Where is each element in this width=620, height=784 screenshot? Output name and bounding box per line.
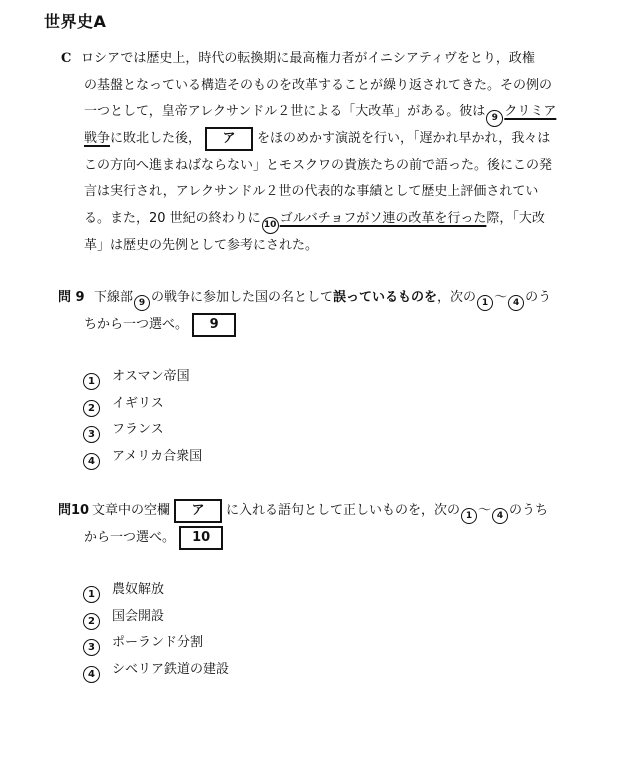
passage-line: この方向へ進まねばならない」とモスクワの貴族たちの前で語った。後にこの発: [84, 157, 553, 173]
underlined-text-crimea: クリミア: [504, 104, 557, 120]
option-2: [83, 604, 229, 631]
passage-text: ロシアでは歴史上，時代の転換期に最高権力者がイニシアティヴをとり，政権: [81, 51, 535, 66]
option-text: シベリア鉄道の建設: [112, 661, 230, 677]
q9-options: [83, 364, 202, 470]
question-text: に入れる語句として正しいものを，次の: [226, 503, 461, 518]
option-1: [83, 577, 229, 604]
option-4: [83, 444, 202, 471]
answer-box-10: 10: [179, 526, 223, 550]
question-line: [58, 284, 568, 311]
passage-line: [61, 46, 561, 73]
passage-line: 革」は歴史の先例として参考にされた。: [84, 237, 319, 253]
emphasis-text: 誤っているものを: [333, 290, 438, 305]
question-text: のう: [525, 290, 552, 305]
option-number: 2: [83, 400, 100, 417]
question-text: 文章中の空欄: [92, 503, 171, 518]
underlined-text-gorbachev: ゴルバチョフがソ連の改革を行った: [279, 211, 487, 227]
subject-title: 世界史A: [44, 12, 107, 31]
range-separator: 〜: [478, 503, 492, 518]
blank-box-a: ア: [174, 499, 222, 523]
passage: [61, 46, 561, 260]
option-number: 3: [83, 639, 100, 656]
passage-line: [61, 126, 561, 153]
passage-text: る。また，20 世紀の終わりに: [84, 211, 261, 227]
option-1: [83, 364, 202, 391]
question-9: [58, 284, 568, 338]
option-number: 4: [83, 666, 100, 683]
option-text: ポーランド分割: [112, 635, 204, 650]
underlined-text-war: 戦争: [84, 131, 111, 147]
underline-marker-10: 10: [262, 217, 279, 234]
q10-options: [83, 577, 229, 683]
option-text: イギリス: [112, 395, 164, 411]
passage-line: [61, 206, 561, 233]
option-number: 2: [83, 613, 100, 630]
option-3: [83, 417, 202, 444]
question-line: [58, 311, 568, 338]
option-text: アメリカ合衆国: [112, 448, 203, 464]
underline-marker-9: 9: [486, 110, 503, 127]
range-end-number: 4: [492, 508, 508, 524]
option-number: 1: [83, 586, 100, 603]
option-text: 農奴解放: [112, 582, 165, 597]
passage-line: の基盤となっている構造そのものを改革することが繰り返されてきた。その例の: [84, 77, 553, 93]
passage-text: 際，「大改: [486, 211, 545, 227]
question-line: [58, 497, 568, 524]
option-text: 国会開設: [112, 608, 165, 624]
question-text: から一つ選べ。: [84, 530, 176, 545]
question-text: ，次の: [437, 290, 477, 305]
option-2: [83, 391, 202, 418]
range-start-number: 1: [461, 508, 477, 524]
marker-9: 9: [134, 295, 150, 311]
passage-line: 言は実行され，アレクサンドル２世の代表的な事績として歴史上評価されてい: [84, 184, 539, 200]
section-label: C: [61, 51, 72, 66]
option-number: 4: [83, 453, 100, 470]
question-text: 下線部: [94, 290, 134, 305]
question-text: ちから一つ選べ。: [84, 317, 189, 332]
option-text: フランス: [112, 422, 164, 437]
question-number: 問10: [58, 503, 90, 518]
passage-line: [61, 99, 561, 126]
option-text: オスマン帝国: [112, 369, 190, 384]
answer-box-9: 9: [192, 313, 236, 337]
option-4: [83, 657, 229, 684]
range-separator: 〜: [494, 290, 508, 305]
passage-text: 一つとして，皇帝アレクサンドル２世による「大改革」がある。彼は: [84, 104, 486, 120]
question-text: のうち: [509, 503, 549, 518]
passage-text: をほのめかす演説を行い，「遅かれ早かれ，我々は: [257, 131, 551, 147]
range-start-number: 1: [477, 295, 493, 311]
option-number: 3: [83, 426, 100, 443]
question-line: [58, 524, 568, 551]
question-text: の戦争に参加した国の名として: [151, 290, 334, 305]
question-number: 問 9: [58, 290, 85, 305]
option-number: 1: [83, 373, 100, 390]
question-10: [58, 497, 568, 551]
range-end-number: 4: [508, 295, 524, 311]
passage-text: に敗北した後，: [110, 131, 202, 147]
blank-box-a: ア: [205, 127, 253, 151]
option-3: [83, 630, 229, 657]
